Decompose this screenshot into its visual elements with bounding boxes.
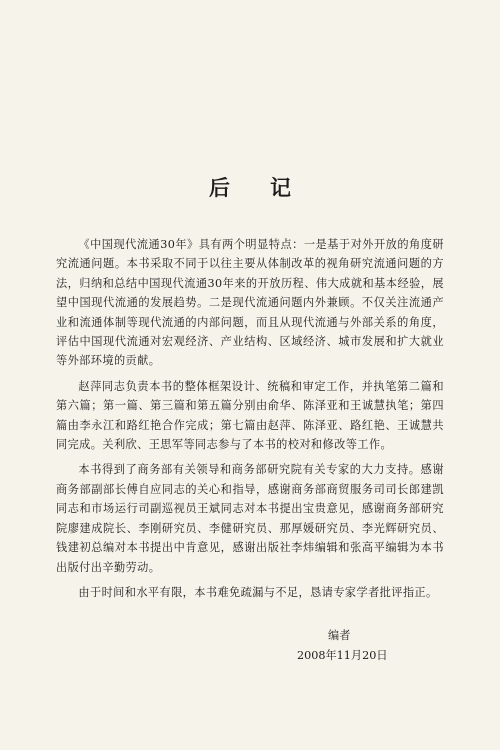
date-line: 2008年11月20日 (297, 649, 388, 662)
paragraph-1: 《中国现代流通30年》具有两个明显特点：一是基于对外开放的角度研究流通问题。本书采取不同于以往主要从体制改革的视角研究流通问题的方法，归纳和总结中国现代流通30年来的开放历程、伟大成就和基本经验，展望中国现代流通的发展趋势。二是现代流通问题内外兼顾。不仅关注流通产业和流通体制等现代流通的内部问题，而且从现代流通与外部关系的角度，评估中国现代流通对宏观经济、产业结构、区域经济、城市发展和扩大就业等外部环境的贡献。 (56, 238, 444, 368)
page-title: 后记 (209, 176, 331, 200)
signature: 编者 (328, 629, 351, 642)
paragraph-4: 由于时间和水平有限，本书难免疏漏与不足，恳请专家学者批评指正。 (78, 585, 438, 599)
paragraph-3: 本书得到了商务部有关领导和商务部研究院有关专家的大力支持。感谢商务部副部长傅自应同志的关心和指导，感谢商务部商贸服务司司长郎建凯同志和市场运行司副巡视员王斌同志对本书提出宝贵意见，感谢商务部研究院廖建成院长、李刚研究员、李健研究员、那厚媛研究员、李光辉研究员、钱建初总编对本书提出中肯意见，感谢出版社李炜编辑和张高平编辑为本书出版付出辛勤劳动。 (56, 463, 444, 574)
paragraph-2: 赵萍同志负责本书的整体框架设计、统稿和审定工作，并执笔第二篇和第六篇；第一篇、第三篇和第五篇分别由俞华、陈泽亚和王诚慧执笔；第四篇由李永江和路红艳合作完成；第七篇由赵萍、陈泽亚、路红艳、王诚慧共同完成。关利欣、王思军等同志参与了本书的校对和修改等工作。 (56, 379, 444, 452)
afterword-body (56, 235, 444, 608)
